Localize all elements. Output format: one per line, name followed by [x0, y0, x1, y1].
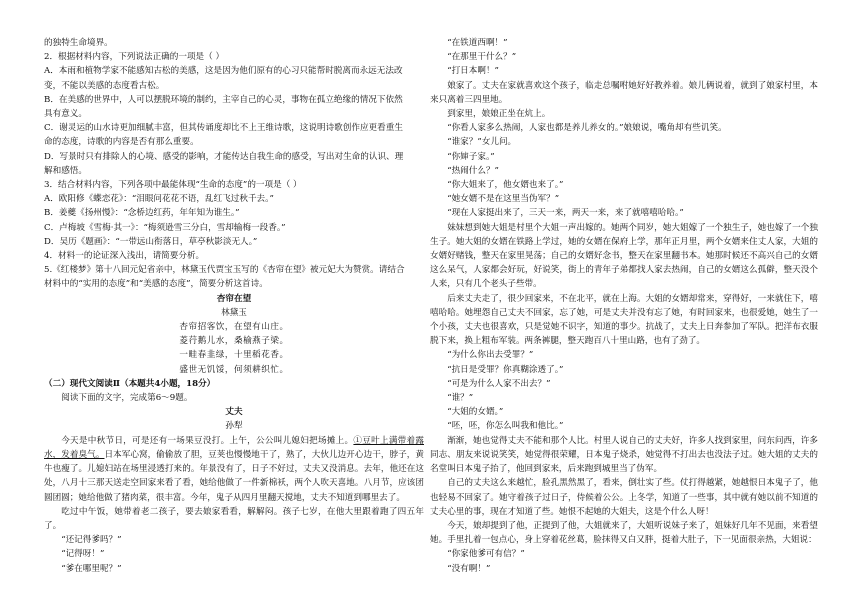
underlined-sentence-1: ①豆叶上满带着露水，发着臭气。 [44, 435, 424, 460]
option-line: A．欧阳修《蝶恋花》：“泪眼问花花不语，乱红飞过秋千去。” [44, 194, 274, 205]
article-author: 孙犁 [225, 421, 243, 432]
poem-title: 杏帘在望 [216, 293, 252, 304]
right-text [430, 36, 818, 576]
text-line: 的独特生命境界。 [44, 38, 113, 48]
question-2: 2．根据材料内容，下列说法正确的一项是（ ） [44, 52, 225, 63]
article-paragraph: 吃过中午饭，她带着老二孩子，要去娘家看看，解解闷。孩子七岁，在他大里跟着跑了四五年了。 [44, 506, 424, 531]
question-5-cont: 材料中的“实用的态度”和“美感的态度”，简要分析这首诗。 [44, 279, 268, 290]
article-paragraph: “在那里干什么？” [447, 52, 517, 63]
option-line: C．卢梅坡《雪梅·其一》：“梅须逊雪三分白，雪却输梅一段香。” [44, 222, 286, 233]
paragraph-text: 日本军心窝，偷偷放了胆，豆荚也慢慢地干了，熟了，大伙儿边开心边干，脖子，黄牛也瘦了。儿媳妇站在场里浸透打来的。年景没有了，日子不好过，丈夫又没消息。去年，他还在这处，八月十三那天送走空回家来看了看，她给他做了一件新棉袄，两个人吹天喜地。八月节，应该团圆团圆；她给他做了猪肉菜，很丰富。今年，鬼子从四月里翻天搅地，丈夫不知道到哪里去了。 [44, 449, 424, 503]
option-line: D．吴历《题画》：“一带远山衔落日，草亭秋影淡无人。” [44, 236, 258, 247]
dialogue-line: “爹在哪里呢？” [61, 563, 122, 574]
question-5: 5.《红楼梦》第十八回元妃省亲中，林黛玉代贾宝玉写的《杏帘在望》被元妃大为赞赏。请结合 [44, 265, 405, 276]
article-paragraph: “你大姐来了，他女婿也来了。” [447, 180, 564, 191]
option-line: 解和感悟。 [44, 165, 87, 176]
option-line: 命的态度，诗歌的内容是否有那么重要。 [44, 137, 199, 148]
article-paragraph [44, 434, 424, 505]
left-column [44, 36, 424, 576]
option-line: 变，不能以美感的态度看古松。 [44, 80, 165, 91]
article-paragraph: 到家里，娘娘正坐在炕上。 [447, 109, 551, 120]
right-column [430, 36, 818, 576]
article-paragraph: “她女婿不是在这里当伪军？” [447, 194, 560, 205]
article-paragraph: 渐渐，她也觉得丈夫不能和那个人比。村里人说自己的丈夫好，许多人找到家里，问东问西，许多同志、朋友来说说笑笑，她觉得很荣耀，日本鬼子烧杀，她觉得不打出去也没法子过。她大姐的丈夫的名堂叫日本鬼子抬了，他回到家来，后来跑到城里当了伪军。 [430, 435, 818, 475]
article-paragraph: “在铁道西啊！” [447, 38, 508, 48]
article-paragraph: 妹妹想到她大姐是村里个大姐一声出嫁的。她两个同岁，她大姐嫁了一个独生子，她也嫁了一个独生子。她大姐的女婿在铁路上学过，她的女婿在保府上学，那年正月里，两个女婿来住丈人家，大姐的女婿好赌钱，整天在家里晃荡；自己的女婿好念书，整天在家里翻书本。她那时候还不高兴自己的女婿这么呆气，人家都会好玩，好说笑，街上的青年子弟都找人家去热闹，自己的女婿这么孤僻，整天没个人来，只有几个老头子些带。 [430, 222, 818, 290]
option-line: 具有意义。 [44, 109, 87, 120]
question-4: 4．材料一的论证深入浅出，请简要分析。 [44, 251, 205, 262]
article-paragraph: 自己的丈夫这么来越忙，脸孔黑然黑了，看来，倒壮实了些。仗打得越紧，她越恨日本鬼子了，他也轻易不回家了。她守着孩子过日子，侍候着公公。上冬学，知道了一些事，其中就有她以前不知道的丈夫心里的事，现在才知道了些。她恨不起她的大姐夫，这是个什么人呀！ [430, 478, 818, 517]
option-line: D．写景时只有排除人的心境、感受的影响，才能传达自我生命的感受，写出对生命的认识、理 [44, 151, 404, 162]
article-paragraph: 今天，娘却提到了他，正提到了他，大姐就来了，大姐听说妹子来了，姐妹好几年不见面，来看望她。手里扎着一包点心，身上穿着花丝葛，脸抹得又白又胖，挺着大肚子，下一见面很亲热，大姐说： [430, 520, 818, 546]
article-paragraph: “你婶子家。” [447, 151, 495, 162]
option-line: A．本雨和植物学家不能感知古松的美感，这是因为他们原有的心习只能帮时脱离而永远无法改 [44, 66, 403, 77]
poem-author: 林黛玉 [221, 307, 247, 318]
article-paragraph: “谁？” [447, 393, 474, 404]
dialogue-line: “记得呀！” [61, 549, 105, 560]
article-paragraph: “大姐的女婿。” [447, 407, 504, 418]
option-line: B．在美感的世界中，人可以摆脱环境的制约，主宰自己的心灵，事物在孤立绝缘的情况下依然 [44, 94, 403, 105]
paragraph-text: 今天是中秋节日，可是还有一场果豆没打。上午，公公叫儿媳妇把场摊上。 [61, 435, 354, 446]
option-line: B．姜夔《扬州慢》：“念桥边红药，年年知为谁生。” [44, 208, 240, 219]
article-paragraph: “呸，呸，你怎么叫我和他比。” [447, 421, 564, 432]
article-paragraph: “打日本啊！” [447, 66, 499, 77]
article-paragraph: “你家他爹可有信？” [447, 549, 525, 560]
poem-line: 菱荇鹅儿水，桑榆燕子梁。 [179, 336, 289, 347]
dialogue-line: “还记得爹吗？” [61, 535, 122, 546]
section-heading: （二）现代文阅读Ⅱ（本题共4小题，18分） [44, 378, 216, 389]
option-line: C．谢灵运的山水诗更加细腻丰富，但其传诵度却比不上王维诗歌，这说明诗歌创作应更看重生 [44, 123, 403, 134]
article-paragraph: “抗日是受罪？你真糊涂透了。” [447, 364, 564, 375]
poem-line: 盛世无饥馁，何须耕织忙。 [179, 364, 289, 375]
instruction: 阅读下面的文字，完成第6～9题。 [61, 393, 193, 404]
article-paragraph: “谁家？”女儿问。 [447, 137, 517, 148]
poem-line: 一畦春韭绿，十里稻花香。 [179, 350, 289, 361]
article-paragraph: “热闹什么？” [447, 165, 499, 176]
question-3: 3．结合材料内容，下列各项中最能体现“生命的态度”的一项是（ ） [44, 180, 302, 191]
article-paragraph: “现在人家挺出来了，三天一来，两天一来，来了就嘻嘻哈哈。” [447, 208, 684, 219]
article-paragraph: “没有啊！” [447, 563, 491, 574]
article-paragraph: “为什么你出去受罪？” [447, 350, 534, 361]
article-paragraph: “你看人家多么热闹，人家也都是养儿养女的。”娘娘说，嘴角却有些讥笑。 [447, 123, 727, 134]
article-paragraph: 后来丈夫走了，很少回家来，不在北平，就在上海。大姐的女婿却常来，穿得好，一来就住下，嘻嘻哈哈。她埋怨自己丈夫不回家，忘了她，可是丈夫并没有忘了她，有时回家来，也很爱她，她生了一个小孩，丈夫也很喜欢，只是觉她不识字，知道的事少。抗战了，丈夫上日奔参加了军队。把洋布衣服脱下来，换上粗布军装。两条裤腿，整天跑百八十里山路，也有了劲了。 [430, 293, 818, 347]
article-paragraph: “可是为什么人家不出去？” [447, 378, 551, 389]
article-title: 丈夫 [225, 407, 243, 418]
poem-line: 杏帘招客饮，在望有山庄。 [179, 322, 289, 333]
article-paragraph: 娘家了。丈夫在家就喜欢这个孩子，临走总嘱咐她好好教养着。娘儿俩说着，就到了娘家村里，本来只离着三四里地。 [430, 80, 818, 105]
